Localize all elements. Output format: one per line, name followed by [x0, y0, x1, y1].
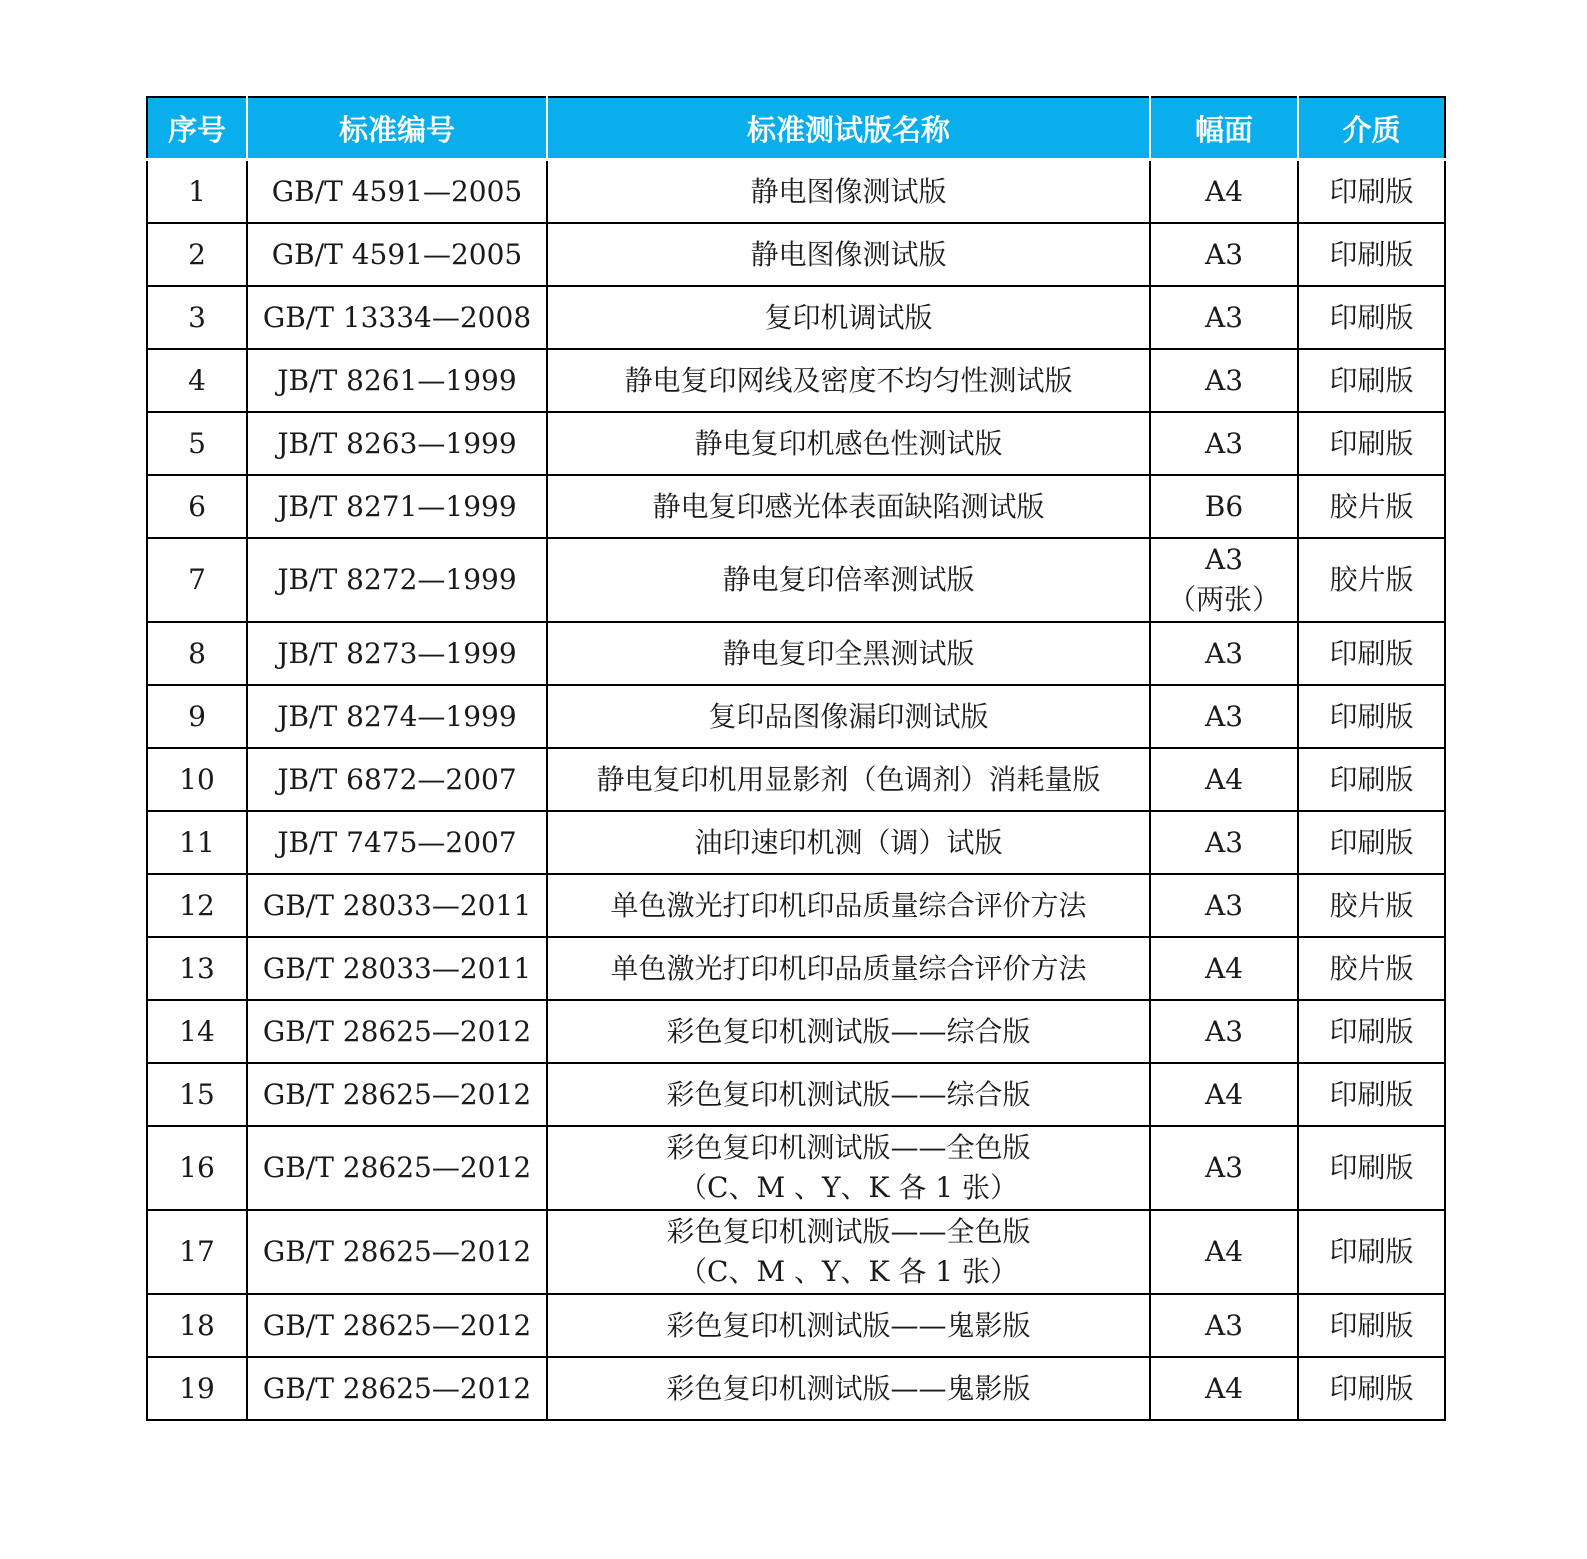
cell-test-chart-name-text: 彩色复印机测试版——鬼影版	[666, 1371, 1031, 1405]
cell-medium-text: 印刷版	[1329, 1077, 1414, 1111]
table-row	[147, 937, 1445, 1000]
cell-format-size-text: A3	[1204, 543, 1244, 576]
cell-index-text: 18	[179, 1308, 215, 1342]
cell-format-size	[1150, 1063, 1298, 1126]
cell-medium-text: 印刷版	[1329, 1151, 1414, 1184]
header-cell-test-chart-name: 标准测试版名称	[547, 97, 1150, 160]
cell-test-chart-name-text: （C、M 、Y、K 各 1 张）	[679, 1255, 1018, 1288]
cell-index-text: 11	[179, 825, 215, 859]
cell-standard-code	[247, 874, 547, 937]
cell-format-size	[1150, 1294, 1298, 1357]
standards-table	[146, 96, 1446, 1421]
cell-standard-code	[247, 349, 547, 412]
cell-medium	[1298, 685, 1445, 748]
cell-medium-text: 印刷版	[1329, 363, 1414, 397]
cell-index	[147, 937, 247, 1000]
cell-test-chart-name	[547, 160, 1150, 224]
cell-index-text: 3	[188, 300, 206, 334]
cell-test-chart-name	[547, 937, 1150, 1000]
cell-standard-code-text: GB/T 28625—2012	[262, 1014, 532, 1048]
cell-index	[147, 412, 247, 475]
cell-standard-code-text: GB/T 28033—2011	[262, 888, 532, 922]
cell-test-chart-name-text: 彩色复印机测试版——全色版	[666, 1131, 1031, 1164]
cell-standard-code	[247, 1210, 547, 1294]
cell-format-size-text: A3	[1204, 237, 1244, 271]
cell-test-chart-name	[547, 412, 1150, 475]
cell-medium	[1298, 811, 1445, 874]
cell-standard-code-text: GB/T 28625—2012	[262, 1151, 532, 1184]
cell-format-size-text: A4	[1204, 1235, 1244, 1268]
cell-medium-text: 印刷版	[1329, 174, 1414, 208]
cell-index	[147, 622, 247, 685]
cell-medium-text: 印刷版	[1329, 762, 1414, 796]
table-row	[147, 1126, 1445, 1210]
cell-index	[147, 160, 247, 224]
cell-test-chart-name	[547, 1126, 1150, 1210]
cell-format-size-text: A3	[1204, 1014, 1244, 1048]
cell-test-chart-name-text: 单色激光打印机印品质量综合评价方法	[610, 951, 1087, 985]
header-cell-format-size: 幅面	[1150, 97, 1298, 160]
cell-format-size	[1150, 937, 1298, 1000]
cell-test-chart-name-text: 静电复印倍率测试版	[722, 563, 975, 596]
cell-test-chart-name	[547, 223, 1150, 286]
cell-format-size-text: A3	[1204, 825, 1244, 859]
cell-index	[147, 538, 247, 622]
table-row	[147, 874, 1445, 937]
cell-test-chart-name-text: 静电图像测试版	[750, 174, 947, 208]
cell-format-size	[1150, 475, 1298, 538]
cell-standard-code-text: GB/T 4591—2005	[271, 174, 523, 208]
cell-test-chart-name	[547, 1357, 1150, 1420]
cell-format-size-text: A4	[1204, 1371, 1244, 1405]
cell-medium	[1298, 1210, 1445, 1294]
cell-index-text: 6	[188, 489, 206, 523]
cell-standard-code	[247, 811, 547, 874]
cell-standard-code	[247, 1000, 547, 1063]
cell-medium-text: 印刷版	[1329, 699, 1414, 733]
cell-index-text: 17	[179, 1235, 215, 1268]
cell-index-text: 13	[179, 951, 215, 985]
cell-test-chart-name-text: 油印速印机测（调）试版	[694, 825, 1003, 859]
cell-medium-text: 印刷版	[1329, 1371, 1414, 1405]
cell-test-chart-name-text: 彩色复印机测试版——综合版	[666, 1077, 1031, 1111]
cell-test-chart-name	[547, 286, 1150, 349]
cell-format-size-text: A3	[1204, 888, 1244, 922]
cell-index-text: 7	[188, 563, 206, 596]
table-row	[147, 475, 1445, 538]
table-row	[147, 685, 1445, 748]
cell-index	[147, 811, 247, 874]
cell-standard-code	[247, 1126, 547, 1210]
cell-test-chart-name-text: 静电复印感光体表面缺陷测试版	[652, 489, 1045, 523]
cell-medium-text: 印刷版	[1329, 636, 1414, 670]
cell-format-size	[1150, 622, 1298, 685]
cell-standard-code	[247, 1294, 547, 1357]
cell-index-text: 8	[188, 636, 206, 670]
cell-test-chart-name-text: 单色激光打印机印品质量综合评价方法	[610, 888, 1087, 922]
cell-test-chart-name	[547, 685, 1150, 748]
cell-format-size	[1150, 685, 1298, 748]
cell-standard-code-text: JB/T 8273—1999	[277, 636, 517, 670]
cell-format-size-text: A4	[1204, 174, 1244, 208]
cell-test-chart-name-text: 静电图像测试版	[750, 237, 947, 271]
cell-standard-code-text: JB/T 8272—1999	[277, 563, 517, 596]
table-row	[147, 223, 1445, 286]
cell-medium	[1298, 874, 1445, 937]
cell-format-size-text: （两张）	[1167, 583, 1280, 616]
cell-test-chart-name	[547, 811, 1150, 874]
cell-standard-code	[247, 412, 547, 475]
cell-test-chart-name	[547, 622, 1150, 685]
cell-medium	[1298, 622, 1445, 685]
cell-standard-code-text: JB/T 6872—2007	[277, 762, 517, 796]
table-row	[147, 1063, 1445, 1126]
cell-test-chart-name-text: 彩色复印机测试版——鬼影版	[666, 1308, 1031, 1342]
cell-format-size	[1150, 811, 1298, 874]
header-row	[147, 97, 1445, 160]
cell-format-size	[1150, 1357, 1298, 1420]
cell-format-size	[1150, 1126, 1298, 1210]
cell-standard-code	[247, 223, 547, 286]
cell-medium	[1298, 223, 1445, 286]
cell-medium-text: 印刷版	[1329, 237, 1414, 271]
cell-test-chart-name-text: 彩色复印机测试版——全色版	[666, 1215, 1031, 1248]
cell-test-chart-name	[547, 1294, 1150, 1357]
cell-format-size	[1150, 538, 1298, 622]
cell-test-chart-name-text: 静电复印全黑测试版	[722, 636, 975, 670]
cell-test-chart-name	[547, 1063, 1150, 1126]
cell-format-size-text: A4	[1204, 951, 1244, 985]
cell-format-size-text: A3	[1204, 1308, 1244, 1342]
cell-index-text: 19	[179, 1371, 215, 1405]
cell-index-text: 9	[188, 699, 206, 733]
cell-medium	[1298, 349, 1445, 412]
cell-medium	[1298, 1294, 1445, 1357]
cell-index-text: 14	[179, 1014, 215, 1048]
cell-medium	[1298, 286, 1445, 349]
cell-index	[147, 874, 247, 937]
table-body	[147, 160, 1445, 1421]
table-header	[147, 97, 1445, 160]
cell-standard-code	[247, 1063, 547, 1126]
cell-standard-code-text: GB/T 28625—2012	[262, 1077, 532, 1111]
cell-standard-code-text: JB/T 8271—1999	[277, 489, 517, 523]
cell-medium	[1298, 748, 1445, 811]
cell-format-size	[1150, 748, 1298, 811]
cell-standard-code-text: JB/T 8263—1999	[277, 426, 517, 460]
cell-format-size	[1150, 1000, 1298, 1063]
cell-index-text: 4	[188, 363, 206, 397]
cell-index-text: 15	[179, 1077, 215, 1111]
cell-test-chart-name-text: 复印机调试版	[764, 300, 933, 334]
cell-medium	[1298, 1063, 1445, 1126]
cell-format-size-text: B6	[1204, 489, 1244, 523]
cell-standard-code	[247, 937, 547, 1000]
cell-standard-code-text: JB/T 8274—1999	[277, 699, 517, 733]
cell-format-size-text: A4	[1204, 1077, 1244, 1111]
cell-medium	[1298, 412, 1445, 475]
table-row	[147, 412, 1445, 475]
cell-standard-code-text: GB/T 28625—2012	[262, 1308, 532, 1342]
cell-standard-code	[247, 1357, 547, 1420]
table-row	[147, 1000, 1445, 1063]
cell-format-size	[1150, 349, 1298, 412]
table-row	[147, 160, 1445, 224]
cell-format-size-text: A4	[1204, 762, 1244, 796]
table-row	[147, 622, 1445, 685]
cell-index	[147, 1210, 247, 1294]
cell-format-size-text: A3	[1204, 300, 1244, 334]
cell-standard-code	[247, 748, 547, 811]
cell-test-chart-name-text: 静电复印机用显影剂（色调剂）消耗量版	[596, 762, 1101, 796]
cell-standard-code	[247, 286, 547, 349]
cell-test-chart-name-text: 静电复印机感色性测试版	[694, 426, 1003, 460]
cell-medium	[1298, 937, 1445, 1000]
table-row	[147, 286, 1445, 349]
cell-format-size	[1150, 1210, 1298, 1294]
cell-format-size	[1150, 160, 1298, 224]
cell-medium	[1298, 1000, 1445, 1063]
cell-standard-code	[247, 685, 547, 748]
cell-standard-code-text: JB/T 8261—1999	[277, 363, 517, 397]
cell-medium	[1298, 1126, 1445, 1210]
cell-test-chart-name	[547, 874, 1150, 937]
cell-test-chart-name	[547, 475, 1150, 538]
cell-medium	[1298, 160, 1445, 224]
cell-test-chart-name-text: 静电复印网线及密度不均匀性测试版	[624, 363, 1073, 397]
cell-index	[147, 1126, 247, 1210]
cell-test-chart-name	[547, 1210, 1150, 1294]
table-row	[147, 811, 1445, 874]
cell-format-size-text: A3	[1204, 426, 1244, 460]
header-cell-standard-code: 标准编号	[247, 97, 547, 160]
table-row	[147, 748, 1445, 811]
cell-index-text: 10	[179, 762, 215, 796]
cell-standard-code-text: GB/T 13334—2008	[262, 300, 532, 334]
header-cell-index: 序号	[147, 97, 247, 160]
cell-index	[147, 349, 247, 412]
cell-test-chart-name-text: 彩色复印机测试版——综合版	[666, 1014, 1031, 1048]
cell-test-chart-name-text: 复印品图像漏印测试版	[708, 699, 989, 733]
cell-medium-text: 印刷版	[1329, 1014, 1414, 1048]
cell-standard-code	[247, 538, 547, 622]
cell-format-size-text: A3	[1204, 363, 1244, 397]
header-cell-medium: 介质	[1298, 97, 1445, 160]
cell-index-text: 12	[179, 888, 215, 922]
cell-medium-text: 胶片版	[1329, 489, 1414, 523]
cell-medium	[1298, 1357, 1445, 1420]
cell-medium-text: 印刷版	[1329, 426, 1414, 460]
cell-standard-code	[247, 622, 547, 685]
cell-index-text: 16	[179, 1151, 215, 1184]
cell-format-size-text: A3	[1204, 636, 1244, 670]
cell-format-size	[1150, 412, 1298, 475]
cell-index-text: 1	[188, 174, 206, 208]
cell-standard-code	[247, 475, 547, 538]
cell-medium-text: 印刷版	[1329, 1235, 1414, 1268]
cell-medium-text: 胶片版	[1329, 888, 1414, 922]
table-row	[147, 538, 1445, 622]
table-row	[147, 1357, 1445, 1420]
cell-standard-code	[247, 160, 547, 224]
cell-index	[147, 1000, 247, 1063]
cell-index	[147, 685, 247, 748]
cell-standard-code-text: GB/T 4591—2005	[271, 237, 523, 271]
cell-index	[147, 286, 247, 349]
cell-standard-code-text: GB/T 28033—2011	[262, 951, 532, 985]
cell-medium	[1298, 538, 1445, 622]
cell-medium-text: 胶片版	[1329, 563, 1414, 596]
cell-format-size	[1150, 874, 1298, 937]
cell-standard-code-text: GB/T 28625—2012	[262, 1371, 532, 1405]
cell-index	[147, 1357, 247, 1420]
table-row	[147, 349, 1445, 412]
cell-medium	[1298, 475, 1445, 538]
cell-index	[147, 223, 247, 286]
cell-format-size-text: A3	[1204, 1151, 1244, 1184]
cell-standard-code-text: JB/T 7475—2007	[277, 825, 517, 859]
cell-medium-text: 印刷版	[1329, 825, 1414, 859]
cell-test-chart-name	[547, 349, 1150, 412]
cell-medium-text: 印刷版	[1329, 1308, 1414, 1342]
cell-format-size	[1150, 223, 1298, 286]
cell-format-size	[1150, 286, 1298, 349]
table-row	[147, 1294, 1445, 1357]
table-row	[147, 1210, 1445, 1294]
cell-index	[147, 748, 247, 811]
cell-index	[147, 475, 247, 538]
cell-standard-code-text: GB/T 28625—2012	[262, 1235, 532, 1268]
cell-format-size-text: A3	[1204, 699, 1244, 733]
cell-test-chart-name-text: （C、M 、Y、K 各 1 张）	[679, 1171, 1018, 1204]
cell-index	[147, 1294, 247, 1357]
cell-test-chart-name	[547, 1000, 1150, 1063]
cell-index	[147, 1063, 247, 1126]
cell-index-text: 2	[188, 237, 206, 271]
cell-medium-text: 胶片版	[1329, 951, 1414, 985]
cell-test-chart-name	[547, 538, 1150, 622]
cell-test-chart-name	[547, 748, 1150, 811]
cell-medium-text: 印刷版	[1329, 300, 1414, 334]
cell-index-text: 5	[188, 426, 206, 460]
